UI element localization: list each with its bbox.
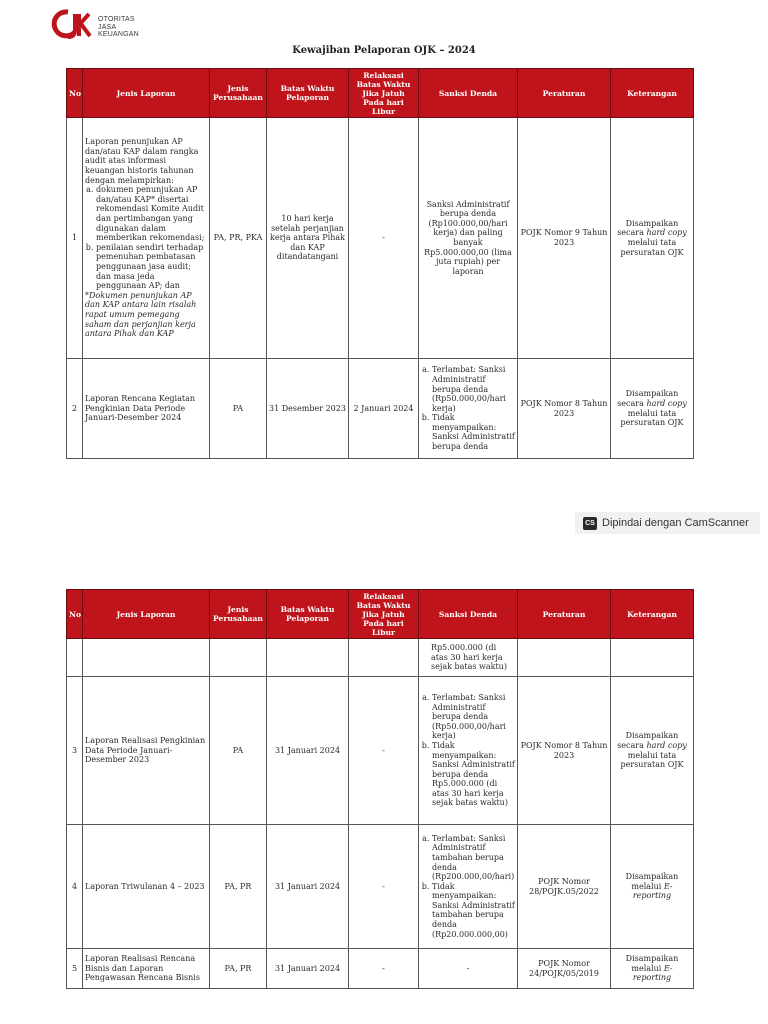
relaksasi-cell: - (349, 949, 419, 989)
page-title: Kewajiban Pelaporan OJK – 2024 (292, 45, 476, 56)
sanksi-list (421, 365, 515, 451)
table-header-row (67, 69, 694, 118)
ojk-logo-mark (48, 8, 94, 42)
jenis-perusahaan-cell: PA, PR (210, 825, 267, 949)
jenis-perusahaan-cell: PA, PR (210, 949, 267, 989)
relaksasi-cell: - (349, 825, 419, 949)
keterangan-cell: Disampaikan secara hard copy melalui tata persuratan OJK (611, 359, 694, 459)
keterangan-cell: Disampaikan melalui E-reporting (611, 949, 694, 989)
peraturan-cell: POJK Nomor 24/POJK/05/2019 (518, 949, 611, 989)
relaksasi-cell: 2 Januari 2024 (349, 359, 419, 459)
jenis-laporan-cell: Laporan Realisasi Rencana Bisnis dan Laporan Pengawasan Rencana Bisnis (83, 949, 210, 989)
header-jenis-perusahaan: Jenis Perusahaan (210, 69, 267, 118)
report-table-page-2 (66, 589, 694, 989)
relaksasi-cell: - (349, 118, 419, 359)
list-item: b. Tidak menyampaikan: Sanksi Administratif berupa denda Rp5.000.000 (di atas 30 hari kerja sejak batas waktu) (432, 741, 515, 808)
laporan-list (85, 185, 207, 291)
row-number: 3 (67, 677, 83, 825)
row-number (67, 639, 83, 677)
batas-waktu-cell: 31 Desember 2023 (267, 359, 349, 459)
list-item: b. Tidak menyampaikan: Sanksi Administratif berupa denda (432, 413, 515, 451)
keterangan-cell (611, 639, 694, 677)
jenis-perusahaan-cell: PA (210, 359, 267, 459)
laporan-intro: Laporan penunjukan AP dan/atau KAP dalam rangka audit atas informasi keuangan historis tahunan dengan melampirkan: (85, 137, 199, 185)
batas-waktu-cell: 31 Januari 2024 (267, 949, 349, 989)
table-row (67, 359, 694, 459)
table-row (67, 639, 694, 677)
table-row (67, 825, 694, 949)
row-number: 1 (67, 118, 83, 359)
batas-waktu-cell (267, 639, 349, 677)
header-sanksi: Sanksi Denda (419, 590, 518, 639)
ojk-logo (48, 8, 188, 48)
jenis-laporan-cell (83, 118, 210, 359)
list-item: a. dokumen penunjukan AP dan/atau KAP* disertai rekomendasi Komite Audit dan pertimbangan yang digunakan dalam memberikan rekomendasi; (96, 185, 207, 243)
table-header-row (67, 590, 694, 639)
header-jenis-laporan: Jenis Laporan (83, 69, 210, 118)
batas-waktu-cell: 31 Januari 2024 (267, 825, 349, 949)
jenis-laporan-cell (83, 639, 210, 677)
header-relaksasi: Relaksasi Batas Waktu Jika Jatuh Pada hari Libur (349, 590, 419, 639)
jenis-perusahaan-cell (210, 639, 267, 677)
row-number: 5 (67, 949, 83, 989)
header-no: No (67, 590, 83, 639)
table-row (67, 949, 694, 989)
relaksasi-cell: - (349, 677, 419, 825)
camscanner-watermark (575, 512, 760, 534)
header-batas-waktu: Batas Waktu Pelaporan (267, 590, 349, 639)
sanksi-list (421, 834, 515, 940)
header-relaksasi: Relaksasi Batas Waktu Jika Jatuh Pada hari Libur (349, 69, 419, 118)
peraturan-cell: POJK Nomor 8 Tahun 2023 (518, 677, 611, 825)
camscanner-icon: CS (583, 517, 597, 530)
table-row (67, 677, 694, 825)
peraturan-cell (518, 639, 611, 677)
logo-text: OTORITAS JASA KEUANGAN (98, 16, 139, 38)
sanksi-cell: - (419, 949, 518, 989)
header-sanksi: Sanksi Denda (419, 69, 518, 118)
jenis-laporan-cell: Laporan Triwulanan 4 – 2023 (83, 825, 210, 949)
laporan-note: *Dokumen penunjukan AP dan KAP antara lain risalah rapat umum pemegang saham dan perjanjian kerja antara Pihak dan KAP (85, 290, 197, 339)
header-no: No (67, 69, 83, 118)
row-number: 4 (67, 825, 83, 949)
row-number: 2 (67, 359, 83, 459)
header-keterangan: Keterangan (611, 69, 694, 118)
batas-waktu-cell: 10 hari kerja setelah perjanjian kerja antara Pihak dan KAP ditandatangani (267, 118, 349, 359)
sanksi-cell (419, 677, 518, 825)
batas-waktu-cell: 31 Januari 2024 (267, 677, 349, 825)
peraturan-cell: POJK Nomor 9 Tahun 2023 (518, 118, 611, 359)
sanksi-cell: Rp5.000.000 (di atas 30 hari kerja sejak batas waktu) (419, 639, 518, 677)
sanksi-cell (419, 825, 518, 949)
peraturan-cell: POJK Nomor 8 Tahun 2023 (518, 359, 611, 459)
peraturan-cell: POJK Nomor 28/POJK.05/2022 (518, 825, 611, 949)
keterangan-cell: Disampaikan melalui E-reporting (611, 825, 694, 949)
table-row (67, 118, 694, 359)
jenis-laporan-cell: Laporan Realisasi Pengkinian Data Periode Januari-Desember 2023 (83, 677, 210, 825)
header-batas-waktu: Batas Waktu Pelaporan (267, 69, 349, 118)
jenis-perusahaan-cell: PA (210, 677, 267, 825)
list-item: a. Terlambat: Sanksi Administratif berupa denda (Rp50.000,00/hari kerja) (432, 693, 515, 741)
list-item: a. Terlambat: Sanksi Administratif tambahan berupa denda (Rp200.000,00/hari) (432, 834, 515, 882)
sanksi-cell: Sanksi Administratif berupa denda (Rp100.000,00/hari kerja) dan paling banyak Rp5.000.000,00 (lima juta rupiah) per laporan (419, 118, 518, 359)
report-table-page-1 (66, 68, 694, 459)
sanksi-cell (419, 359, 518, 459)
keterangan-cell: Disampaikan secara hard copy melalui tata persuratan OJK (611, 677, 694, 825)
keterangan-cell: Disampaikan secara hard copy melalui tata persuratan OJK (611, 118, 694, 359)
header-jenis-perusahaan: Jenis Perusahaan (210, 590, 267, 639)
header-jenis-laporan: Jenis Laporan (83, 590, 210, 639)
header-keterangan: Keterangan (611, 590, 694, 639)
relaksasi-cell (349, 639, 419, 677)
jenis-perusahaan-cell: PA, PR, PKA (210, 118, 267, 359)
camscanner-label: Dipindai dengan CamScanner (602, 517, 749, 529)
list-item: b. penilaian sendiri terhadap pemenuhan pembatasan penggunaan jasa audit; dan masa jeda penggunaan AP; dan (96, 243, 207, 291)
jenis-laporan-cell: Laporan Rencana Kegiatan Pengkinian Data Periode Januari-Desember 2024 (83, 359, 210, 459)
header-peraturan: Peraturan (518, 69, 611, 118)
list-item: b. Tidak menyampaikan: Sanksi Administratif tambahan berupa denda (Rp20.000.000,00) (432, 882, 515, 940)
sanksi-list (421, 693, 515, 808)
header-peraturan: Peraturan (518, 590, 611, 639)
list-item: a. Terlambat: Sanksi Administratif berupa denda (Rp50.000,00/hari kerja) (432, 365, 515, 413)
